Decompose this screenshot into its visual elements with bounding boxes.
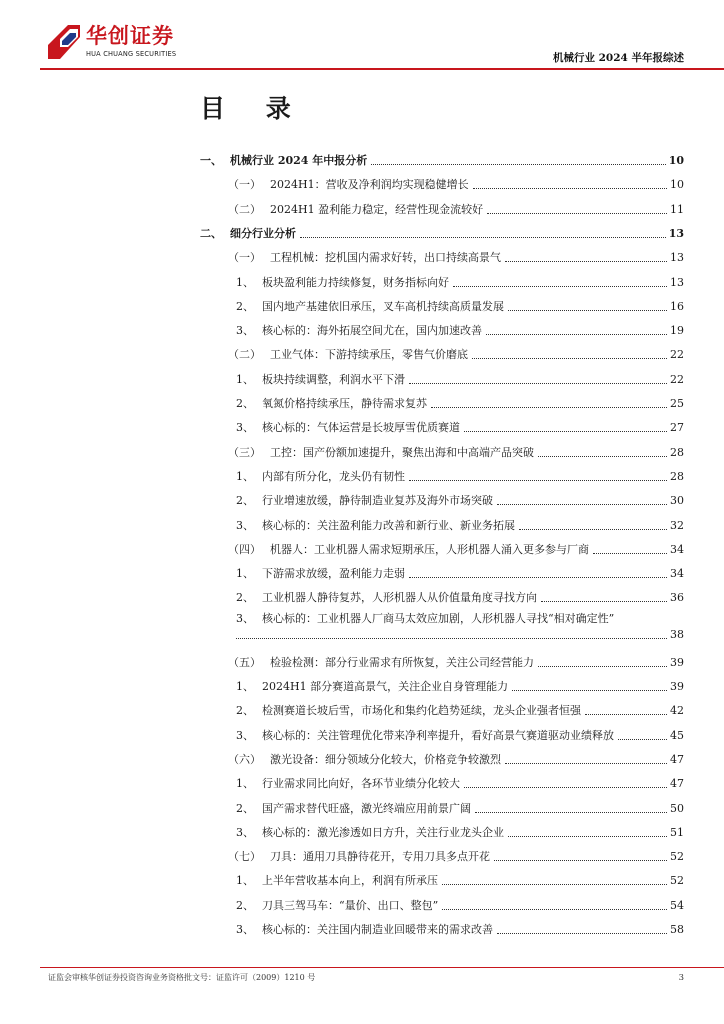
toc-entry[interactable] <box>0 363 724 387</box>
toc-entry-title: 机械行业 2024 年中报分析 <box>230 154 368 167</box>
toc-entry-page: 34 <box>670 567 684 581</box>
toc-entry-title: 工业机器人静待复苏，人形机器人从价值量角度寻找方向 <box>262 591 537 605</box>
toc-entry-title: 激光设备：细分领域分化较大，价格竞争较激烈 <box>270 752 501 766</box>
toc-leader-dots <box>442 884 667 885</box>
toc-entry-title: 核心标的：激光渗透如日方升，关注行业龙头企业 <box>262 825 504 839</box>
toc-entry[interactable] <box>0 144 724 168</box>
toc-entry-title: 核心标的：海外拓展空间尤在，国内加速改善 <box>262 324 482 338</box>
toc-entry-title: 核心标的：关注管理优化带来净利率提升，看好高景气赛道驱动业绩释放 <box>262 728 614 742</box>
toc-entry-page: 10 <box>668 154 684 167</box>
toc-leader-dots <box>475 812 667 813</box>
toc-entry[interactable] <box>0 314 724 338</box>
toc-entry-number: 3、 <box>236 825 254 839</box>
toc-leader-dots <box>453 286 667 287</box>
toc-entry-page: 10 <box>670 178 684 192</box>
toc-entry-page: 52 <box>670 874 684 888</box>
toc-entry-page: 30 <box>670 494 684 508</box>
toc-entry-page: 28 <box>670 445 684 459</box>
toc-entry-page: 32 <box>670 518 684 532</box>
toc-entry[interactable] <box>0 217 724 241</box>
toc-entry-number: 2、 <box>236 801 254 815</box>
toc-entry-title: 刀具三驾马车：“量价、出口、整包” <box>262 898 439 912</box>
toc-entry-title: 上半年营收基本向上，利润有所承压 <box>262 874 438 888</box>
toc-entry-number: 3、 <box>236 518 254 532</box>
toc-entry-page: 36 <box>670 591 684 605</box>
toc-entry-number: （三） <box>228 445 261 459</box>
company-name: 华创证券 <box>86 24 174 48</box>
toc-leader-dots <box>409 383 667 384</box>
toc-leader-dots <box>464 431 667 432</box>
toc-entry-page: 11 <box>670 202 684 216</box>
toc-entry-number: 3、 <box>236 421 254 435</box>
toc-leader-dots <box>585 714 667 715</box>
toc-entry[interactable] <box>0 606 724 646</box>
toc-entry[interactable] <box>0 719 724 743</box>
toc-entry[interactable] <box>0 557 724 581</box>
toc-entry[interactable] <box>0 338 724 362</box>
toc-leader-dots <box>519 529 667 530</box>
toc-leader-dots <box>409 480 667 481</box>
toc-entry-title: 细分行业分析 <box>230 226 296 240</box>
toc-entry[interactable] <box>0 411 724 435</box>
toc-entry[interactable] <box>0 509 724 533</box>
toc-entry-page: 34 <box>670 542 684 556</box>
toc-leader-dots <box>371 164 665 165</box>
toc-entry[interactable] <box>0 581 724 605</box>
toc-entry-page: 13 <box>670 251 684 265</box>
toc-entry[interactable] <box>0 913 724 937</box>
toc-entry[interactable] <box>0 694 724 718</box>
toc-entry-title: 板块持续调整，利润水平下滑 <box>262 372 405 386</box>
toc-entry-number: 2、 <box>236 704 254 718</box>
toc-entry[interactable] <box>0 840 724 864</box>
toc-entry-page: 50 <box>670 801 684 815</box>
toc-entry[interactable] <box>0 533 724 557</box>
page-header <box>0 0 724 72</box>
toc-leader-dots <box>593 553 667 554</box>
toc-entry-number: 3、 <box>236 728 254 742</box>
toc-entry[interactable] <box>0 864 724 888</box>
toc-entry[interactable] <box>0 767 724 791</box>
toc-entry[interactable] <box>0 168 724 192</box>
toc-entry-title: 板块盈利能力持续修复，财务指标向好 <box>262 275 449 289</box>
toc-leader-dots <box>473 188 667 189</box>
toc-entry-page: 16 <box>670 299 684 313</box>
toc-entry-number: 1、 <box>236 777 254 791</box>
toc-entry-title: 行业增速放缓，静待制造业复苏及海外市场突破 <box>262 494 493 508</box>
toc-entry-number: （五） <box>228 655 261 669</box>
toc-entry-page: 42 <box>670 704 684 718</box>
toc-entry-page: 45 <box>670 728 684 742</box>
toc-leader-dots <box>538 666 667 667</box>
toc-entry-number: 1、 <box>236 275 254 289</box>
toc-leader-dots <box>300 237 666 238</box>
toc-entry-page: 38 <box>670 627 684 641</box>
toc-entry-number: 3、 <box>236 923 254 936</box>
toc-entry-title: 行业需求同比向好，各环节业绩分化较大 <box>262 777 460 791</box>
toc-entry-number: （六） <box>228 752 261 766</box>
toc-leader-dots <box>541 601 667 602</box>
toc-entry-page: 19 <box>670 324 684 338</box>
toc-entry[interactable] <box>0 646 724 670</box>
toc-entry-number: 1、 <box>236 567 254 581</box>
toc-entry-page: 39 <box>670 655 684 669</box>
toc-entry-number: 1、 <box>236 680 254 693</box>
toc-leader-dots <box>538 456 667 457</box>
footer-divider <box>40 967 724 968</box>
toc-entry-number: 2、 <box>236 299 254 313</box>
toc-entry-number: 2、 <box>236 494 254 508</box>
toc-entry-title: 2024H1：营收及净利润均实现稳健增长 <box>270 178 469 192</box>
toc-entry-page: 54 <box>670 898 684 912</box>
toc-leader-dots <box>236 638 667 639</box>
toc-entry-title: 氧氮价格持续承压，静待需求复苏 <box>262 397 427 410</box>
toc-entry-title: 核心标的：关注盈利能力改善和新行业、新业务拓展 <box>262 518 515 532</box>
toc-entry-number: 1、 <box>236 372 254 386</box>
toc-entry-number: （一） <box>228 251 261 265</box>
toc-leader-dots <box>464 787 667 788</box>
toc-leader-dots <box>508 310 667 311</box>
toc-entry-page: 58 <box>670 923 684 936</box>
toc-entry-title: 2024H1 部分赛道高景气，关注企业自身管理能力 <box>262 680 509 693</box>
toc-entry-page: 22 <box>670 348 684 362</box>
toc-entry-page: 13 <box>668 226 684 240</box>
toc-entry[interactable] <box>0 241 724 265</box>
toc-entry[interactable] <box>0 743 724 767</box>
toc-leader-dots <box>508 836 667 837</box>
toc-entry-title: 工业气体：下游持续承压，零售气价磨底 <box>270 348 468 362</box>
toc-entry-page: 27 <box>670 421 684 435</box>
toc-leader-dots <box>494 860 667 861</box>
toc-entry-page: 22 <box>670 372 684 386</box>
toc-entry-page: 47 <box>670 752 684 766</box>
toc-entry-number: 2、 <box>236 397 254 410</box>
toc-leader-dots <box>497 504 667 505</box>
toc-leader-dots <box>409 577 667 578</box>
toc-entry[interactable] <box>0 266 724 290</box>
page-number: 3 <box>678 973 684 983</box>
toc-entry-title: 核心标的：气体运营是长坡厚雪优质赛道 <box>262 421 460 435</box>
toc-entry-number: 2、 <box>236 898 254 912</box>
toc-entry-page: 51 <box>670 825 684 839</box>
toc-entry-number: （二） <box>228 202 261 216</box>
footer-license: 证监会审核华创证券投资咨询业务资格批文号：证监许可（2009）1210 号 <box>48 973 316 982</box>
toc-leader-dots <box>505 261 667 262</box>
toc-leader-dots <box>618 739 667 740</box>
toc-entry[interactable] <box>0 290 724 314</box>
toc-entry-title: 检验检测：部分行业需求有所恢复，关注公司经营能力 <box>270 655 534 669</box>
toc-entry-number: （二） <box>228 348 261 362</box>
toc-entry-title: 国内地产基建依旧承压，叉车高机持续高质量发展 <box>262 299 504 313</box>
toc-entry[interactable] <box>0 792 724 816</box>
toc-entry[interactable] <box>0 816 724 840</box>
hua-chuang-logo-icon <box>48 25 80 59</box>
toc-entry-title: 核心标的：工业机器人厂商马太效应加剧，人形机器人寻找“相对确定性” <box>262 611 615 625</box>
toc-entry[interactable] <box>0 193 724 217</box>
header-divider <box>40 68 724 70</box>
toc-entry-page: 13 <box>670 275 684 289</box>
toc-entry-title: 核心标的：关注国内制造业回暖带来的需求改善 <box>262 923 493 936</box>
toc-entry-title: 2024H1 盈利能力稳定，经营性现金流较好 <box>270 202 484 216</box>
toc-entry[interactable] <box>0 460 724 484</box>
toc-entry-page: 25 <box>670 397 684 410</box>
report-title: 机械行业 2024 半年报综述 <box>552 52 684 64</box>
toc-entry-page: 39 <box>670 680 684 693</box>
toc-leader-dots <box>512 690 667 691</box>
toc-entry-title: 内部有所分化，龙头仍有韧性 <box>262 469 405 483</box>
toc-entry-title: 机器人：工业机器人需求短期承压，人形机器人涌入更多参与厂商 <box>270 542 589 556</box>
toc-leader-dots <box>497 933 667 934</box>
toc-entry-number: 3、 <box>236 611 254 625</box>
toc-entry-title: 工程机械：挖机国内需求好转，出口持续高景气 <box>270 251 501 265</box>
toc-entry[interactable] <box>0 436 724 460</box>
toc-leader-dots <box>486 334 667 335</box>
toc-leader-dots <box>505 763 667 764</box>
toc-entry-number: 3、 <box>236 324 254 338</box>
toc-entry[interactable] <box>0 484 724 508</box>
toc-entry[interactable] <box>0 670 724 694</box>
toc-entry[interactable] <box>0 889 724 913</box>
company-name-english: HUA CHUANG SECURITIES <box>86 50 177 58</box>
toc-leader-dots <box>431 407 667 408</box>
toc-entry-number: 1、 <box>236 469 254 483</box>
toc-entry-number: 二、 <box>200 226 222 240</box>
toc-entry-title: 刀具：通用刀具静待花开，专用刀具多点开花 <box>270 850 490 864</box>
toc-entry-title: 下游需求放缓，盈利能力走弱 <box>262 567 405 581</box>
toc-heading: 目 录 <box>200 94 307 123</box>
toc-entry-number: （四） <box>228 542 261 556</box>
toc-entry-page: 52 <box>670 850 684 864</box>
toc-leader-dots <box>472 358 667 359</box>
toc-entry[interactable] <box>0 387 724 411</box>
toc-entry-page: 28 <box>670 469 684 483</box>
toc-entry-number: 一、 <box>200 154 222 167</box>
toc-entry-number: （七） <box>228 850 261 864</box>
toc-entry-number: 1、 <box>236 874 254 888</box>
toc-entry-page: 47 <box>670 777 684 791</box>
toc-entry-title: 检测赛道长坡后雪，市场化和集约化趋势延续，龙头企业强者恒强 <box>262 704 581 718</box>
toc-entry-title: 国产需求替代旺盛，激光终端应用前景广阔 <box>262 801 471 815</box>
toc-entry-title: 工控：国产份额加速提升，聚焦出海和中高端产品突破 <box>270 445 534 459</box>
toc-leader-dots <box>487 213 667 214</box>
toc-entry-number: 2、 <box>236 591 254 605</box>
toc-entry-number: （一） <box>228 178 261 192</box>
toc-leader-dots <box>442 909 667 910</box>
